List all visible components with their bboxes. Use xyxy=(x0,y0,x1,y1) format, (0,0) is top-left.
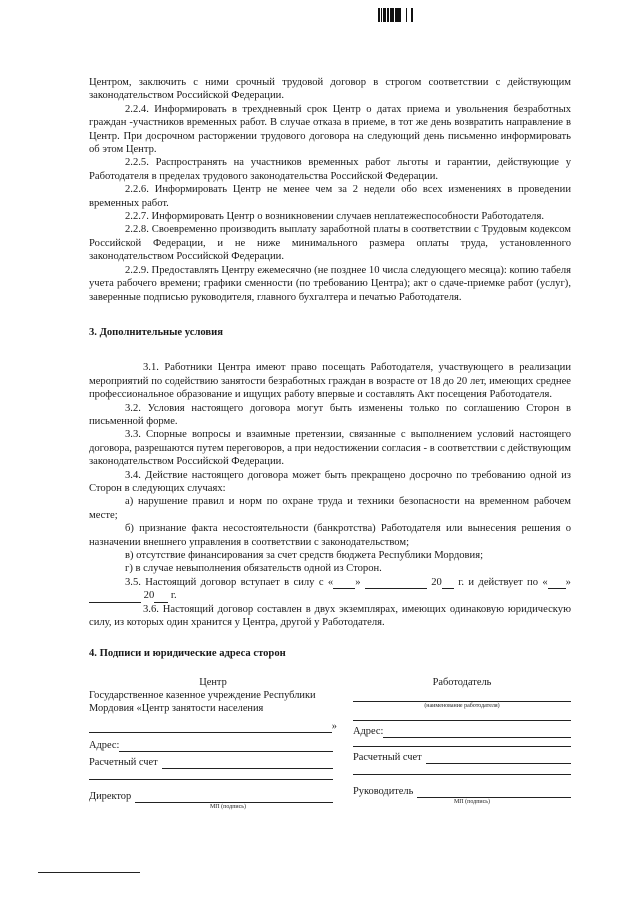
p35-start: 3.5. Настоящий договор вступает в силу с « xyxy=(125,576,334,588)
employer-column xyxy=(353,676,571,806)
section-4-title: 4. Подписи и юридические адреса сторон xyxy=(89,648,286,660)
center-account-line xyxy=(162,758,333,769)
center-director-line xyxy=(135,792,333,803)
p35-year: 20 xyxy=(431,576,442,588)
section-3-title: 3. Дополнительные условия xyxy=(89,326,223,338)
center-address-label: Адрес: xyxy=(89,740,120,751)
center-org-blank xyxy=(89,722,332,733)
center-org-close: » xyxy=(331,721,337,732)
end-month-blank xyxy=(89,593,141,603)
employer-address-line xyxy=(383,727,571,738)
date-year-blank xyxy=(442,579,454,589)
employer-account-line xyxy=(426,753,571,764)
paragraph-3-4-b: б) признание факта несостоятельности (банкротства) Работодателя или вынесения решения о назначении внешнего управления в соответствии с законодательством; xyxy=(89,523,571,548)
paragraph-3-5 xyxy=(89,576,571,603)
footnote-rule xyxy=(38,872,140,873)
paragraph-2-2-8: 2.2.8. Своевременно производить выплату заработной платы в соответствии с Трудовым кодексом Российской Федерации, и не ниже минимального размера оплаты труда, установленного законодательством Российской Федерации. xyxy=(89,224,571,263)
center-heading: Центр xyxy=(199,677,227,688)
center-extra-line xyxy=(89,779,333,780)
center-director-label: Директор xyxy=(89,791,132,802)
center-address-line xyxy=(119,741,333,752)
paragraph-3-2: 3.2. Условия настоящего договора могут быть изменены только по соглашению Сторон в письменной форме. xyxy=(89,402,571,427)
employer-address-line-2 xyxy=(353,746,571,747)
employer-heading: Работодатель xyxy=(432,677,492,688)
employer-stamp-caption: МП (подпись) xyxy=(453,799,491,805)
p35-end: г. xyxy=(170,590,177,602)
center-column xyxy=(89,676,337,811)
center-org-name: Государственное казенное учреждение Республики Мордовия «Центр занятости населения xyxy=(89,690,316,714)
barcode-mark xyxy=(378,8,418,22)
paragraph-3-6: 3.6. Настоящий договор составлен в двух экземплярах, имеющих одинаковую юридическую силу, из которых один хранится у Центра, другой у Работодателя. xyxy=(89,603,571,629)
paragraph-2-2-5: 2.2.5. Распространять на участников временных работ льготы и гарантии, действующие у Работодателя в пределах трудового законодательства Российской Федерации. xyxy=(89,157,571,182)
center-stamp-caption: МП (подпись) xyxy=(209,804,247,810)
paragraph-3-1: 3.1. Работники Центра имеют право посещать Работодателя, участвующего в реализации мероприятий по содействию занятости безработных граждан в возрасте от 18 до 20 лет, имеющих среднее профессиональное образование и ищущих работу впервые и составлять Акт посещения Работодателя. xyxy=(89,362,571,401)
document-body xyxy=(89,76,571,661)
p35-year2: 20 xyxy=(143,590,155,602)
paragraph-3-4: 3.4. Действие настоящего договора может быть прекращено досрочно по требованию одной из Сторон в следующих случаях: xyxy=(89,469,571,494)
paragraph-3-4-a: а) нарушение правил и норм по охране труда и техники безопасности на временном рабочем месте; xyxy=(89,496,571,521)
date-month-blank xyxy=(365,579,427,589)
center-account-label: Расчетный счет xyxy=(89,757,158,768)
end-day-blank xyxy=(548,579,566,589)
paragraph-continuation: Центром, заключить с ними срочный трудовой договор в строгом соответствии с действующим законодательством Российской Федерации. xyxy=(89,77,571,102)
paragraph-3-4-v: в) отсутствие финансирования за счет средств бюджета Республики Мордовия; xyxy=(125,550,484,561)
paragraph-3-3: 3.3. Спорные вопросы и взаимные претензии, связанные с выполнением условий настоящего договора, разрешаются путем переговоров, а при недостижении согласия - в соответствии с действующим законодательством Российской Федерации. xyxy=(89,429,571,468)
employer-extra-line xyxy=(353,774,571,775)
employer-account-label: Расчетный счет xyxy=(353,752,422,763)
paragraph-2-2-7: 2.2.7. Информировать Центр о возникновении случаев неплатежеспособности Работодателя. xyxy=(125,211,544,223)
employer-org-line-2 xyxy=(353,716,571,721)
paragraph-2-2-9: 2.2.9. Предоставлять Центру ежемесячно (не позднее 10 числа следующего месяца): копию табеля учета рабочего времени; графики сменности (по требованию Центра); акт о сдаче-приемке работ (услуг), заверенные подписью руководителя, главного бухгалтера и печатью Работодателя. xyxy=(89,264,571,303)
employer-org-line xyxy=(353,695,571,702)
employer-director-line xyxy=(417,787,571,798)
end-year-blank xyxy=(154,593,168,603)
employer-org-caption: (наименование работодателя) xyxy=(424,703,500,709)
employer-director-label: Руководитель xyxy=(353,786,414,797)
p35-q1: » xyxy=(355,576,361,588)
paragraph-2-2-4: 2.2.4. Информировать в трехдневный срок Центр о датах приема и увольнения безработных граждан -участников временных работ. В случае отказа в приеме, в тот же день возвратить направление в Центр. При досрочном расторжении трудового договора на следующий день письменно информировать об этом Центр. xyxy=(89,103,571,156)
employer-address-label: Адрес: xyxy=(353,726,384,737)
paragraph-3-4-g: г) в случае невыполнения обязательств одной из Сторон. xyxy=(125,563,382,575)
p35-mid: г. и действует по « xyxy=(458,576,548,588)
paragraph-2-2-6: 2.2.6. Информировать Центр не менее чем за 2 недели обо всех изменениях в проведении временных работ. xyxy=(89,184,571,209)
date-day-blank xyxy=(333,579,355,589)
p35-q2: » xyxy=(565,576,571,588)
